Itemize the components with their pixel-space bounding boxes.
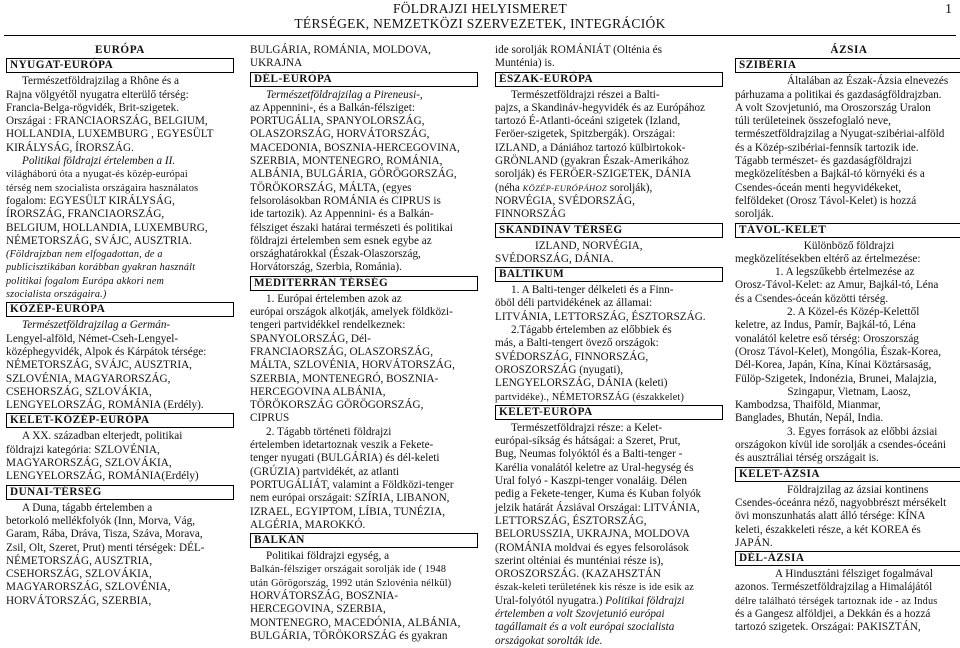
text-line: Természetföldrajzilag a Pireneusi-, — [266, 88, 423, 101]
note-line: szocialista országaira.) — [6, 289, 107, 301]
text-line: Ural folyó - Kaszpi-tenger vonaláig. Délen — [495, 475, 687, 488]
text-line: A XX. században elterjedt, politikai — [22, 430, 183, 443]
text-line: A Hindusztáni félsziget fogalmával — [775, 568, 934, 581]
text-line: SPANYOLORSZÁG, Dél- — [250, 332, 371, 345]
text-line: SZERBIA, MONTENEGRO, ROMÁNIA, — [250, 155, 443, 168]
text-line: Tágabb természet- és gazdaságföldrajzi — [735, 155, 912, 168]
text-line: megközelítésekben eltérő az értelmezése: — [735, 252, 921, 265]
text-line: Politikai földrajzi értelemben a II. — [22, 155, 176, 168]
text-line: MÁLTA, SZLOVÉNIA, HORVÁTORSZÁG, — [250, 359, 455, 372]
text-line: országhatárokkal (Észak-Olaszország, — [250, 248, 421, 261]
section-title-southern-europe: DÉL-EURÓPA — [250, 72, 478, 87]
text-line: KIRÁLYSÁG, ÍRORSZÁG. — [6, 141, 134, 154]
note-line: országokat sorolták ide. — [495, 634, 603, 647]
text-line: földrajzi kategória: SZLOVÉNIA, — [6, 443, 160, 456]
text-line: Dél-Korea, Japán, Kína, Kínai Köztársaság, — [735, 359, 932, 372]
section-title-east-asia: KELET-ÁZSIA — [735, 467, 960, 482]
text-line: NÉMETORSZÁG, SVÁJC, AUSZTRIA. — [6, 234, 192, 247]
text-line: TÖRÖKORSZÁG GÖRÖGORSZÁG, — [250, 399, 424, 412]
text-line: európai-síkság és hátságai: a Szeret, Prut, — [495, 435, 681, 448]
text-line: HERCEGOVINA, SZERBIA, — [250, 603, 386, 616]
text-line: ALBÁNIA, BULGÁRIA, GÖRÖGORSZÁG, — [250, 168, 457, 181]
text-line: LENGYELORSZÁG, ROMÁNIA(Erdély) — [6, 470, 199, 483]
text-line: MACEDONIA, BOSZNIA-HERCEGOVINA, — [250, 141, 460, 154]
text-line: után Görögország, 1992 után Szlovénia nélkül) — [250, 577, 452, 589]
text-line: OROSZORSZÁG (nyugati), — [495, 363, 624, 376]
section-title-northern-europe: ÉSZAK-EURÓPA — [495, 72, 723, 87]
text-line: SZERBIA, MONTENEGRÓ, BOSZNIA- — [250, 372, 439, 385]
text-line: partvidéke)., NÉMETORSZÁG (északkelet) — [495, 391, 685, 403]
text-line: tenger nyugati (BULGÁRIA) és dél-keleti — [250, 452, 440, 465]
text-line: nem európai országait: SZÍRIA, LIBANON, — [250, 492, 450, 505]
text-line: vonalától keletre eső térség: Oroszország — [735, 332, 919, 345]
text-line: FINNORSZÁG — [495, 208, 566, 221]
section-title-scandinavia: SKANDINÁV TÉRSÉG — [495, 223, 723, 238]
section-title-baltic: BALTIKUM — [495, 267, 723, 282]
text-line: OROSZORSZÁG. (KAZAHSZTÁN — [495, 568, 661, 581]
region-heading-europe: EURÓPA — [94, 44, 145, 56]
text-line: Francia-Belga-rögvidék, Brit-szigetek. — [6, 101, 180, 114]
text-line: 1. Európai értelemben azok az — [266, 292, 402, 305]
text-line: sorolják. — [735, 208, 774, 221]
text-line: (Orosz Távol-Kelet), Mongólia, Észak-Korea, — [735, 345, 942, 358]
region-heading-asia: ÁZSIA — [830, 44, 868, 56]
text-line: Orosz-Távol-Kelet: az Amur, Bajkál-tó, Léna — [735, 279, 939, 292]
text-line: OLASZORSZÁG, HORVÁTORSZÁG, — [250, 128, 430, 141]
text-line: Csendes-óceán menti hegyvidékeket, — [735, 181, 902, 194]
section-title-balkan: BALKÁN — [250, 533, 478, 548]
text-line: jelzik határát Ázsiával Országai: LITVÁNIA, — [495, 501, 700, 514]
text-line: azonos. Természetföldrajzilag a Himalájától — [735, 581, 933, 594]
text-line: BULGÁRIA, ROMÁNIA, MOLDOVA, — [250, 44, 431, 56]
note-line: értelemben a volt Szovjetunió európai — [495, 607, 665, 620]
text-line: 1. A Balti-tenger délkeleti és a Finn- — [511, 284, 674, 297]
text-line: természetföldrajzilag a Nyugat-szibériai-alföld — [735, 128, 945, 141]
text-line: HORVÁTORSZÁG, SZERBIA, — [6, 594, 152, 607]
text-line: SVÉDORSZÁG, FINNORSZÁG, — [495, 350, 649, 363]
text-line: NÉMETORSZÁG, AUSZTRIA, — [6, 554, 153, 567]
text-line: fogalom: EGYESÜLT KIRÁLYSÁG, — [6, 194, 175, 207]
section-title-eastern-europe: KELET-EURÓPA — [495, 405, 723, 420]
text-line: Természetföldrajzilag a Rhône és a — [22, 75, 180, 88]
section-title-danube-region: DUNAI-TÉRSÉG — [6, 485, 234, 500]
text-line: Természetföldrajzilag a Germán- — [22, 319, 171, 332]
section-title-east-central-europe: KELET-KÖZÉP-EURÓPA — [6, 413, 234, 428]
text-line: övi monszunhatás alatt álló térsége: KÍNA — [735, 510, 926, 523]
note-line: (Földrajzban nem elfogadottan, de a — [6, 249, 163, 261]
text-line: PORTUGÁLIÁT, valamint a Földközi-tenger — [250, 478, 454, 491]
text-line: Munténia) is. — [495, 57, 555, 70]
text-line: ide sorolják ROMÁNIÁT (Olténia és — [495, 44, 662, 56]
text-line: Bug, Neumas folyóktól és a Balti-tenger - — [495, 448, 683, 461]
text-line: és ausztráliai térség országait is. — [735, 452, 879, 465]
text-line: szerint olténiai és munténiai része is), — [495, 554, 664, 567]
text-line: (GRÚZIA) partvidékét, az atlanti — [250, 465, 400, 478]
text-line: BULGÁRIA, TÖRÖKORSZÁG és gyakran — [250, 629, 448, 642]
text-line: Banglades, Bhután, Nepál, India. — [735, 412, 884, 425]
text-line: NÉMETORSZÁG, SVÁJC, AUSZTRIA, — [6, 359, 192, 372]
text-line: Csendes-óceánra néző, nagyobbrészt mérsékelt — [735, 496, 947, 509]
header-subtitle: TÉRSÉGEK, NEMZETKÖZI SZERVEZETEK, INTEGRÁCIÓK — [294, 16, 666, 31]
note-line: publicisztikában korábban gyakran használt — [6, 262, 196, 274]
text-line: SZLOVÉNIA, MAGYARORSZÁG, — [6, 372, 171, 385]
text-line: pajzs, a Skandináv-hegyvidék és az Európához — [495, 101, 706, 114]
text-fragment-italic: KÖZÉP-EURÓPÁHOZ — [522, 182, 607, 193]
text-line: UKRAJNA — [250, 57, 303, 70]
text-line: Földrajzilag az ázsiai kontinens — [787, 483, 929, 496]
section-title-central-europe: KÖZÉP-EURÓPA — [6, 302, 234, 317]
text-line: PORTUGÁLIA, SPANYOLORSZÁG, — [250, 115, 425, 128]
text-line: tartozó É-Atlanti-óceáni szigetek (Izland, — [495, 115, 681, 128]
text-fragment: sorolják), — [606, 181, 653, 194]
text-line: TÖRÖKORSZÁG, MÁLTA, (egyes — [250, 181, 412, 194]
text-line: GRÖNLAND (gyakran Észak-Amerikához — [495, 155, 689, 168]
text-line: tengeri partvidékkel rendelkeznek: — [250, 319, 406, 332]
text-line: Fülöp-Szigetek, Indonézia, Brunei, Malajzia, — [735, 372, 937, 385]
text-line: MONTENEGRO, MACEDÓNIA, ALBÁNIA, — [250, 616, 461, 629]
column-1 — [6, 44, 234, 608]
text-line: IZLAND, a Dániához tartozó külbirtokok- — [495, 141, 686, 154]
section-title-siberia: SZIBÉRIA — [735, 58, 960, 73]
text-line: HORVÁTORSZÁG, BOSZNIA- — [250, 589, 399, 602]
text-line: ide tartozik). Az Appennini- és a Balkán- — [250, 208, 434, 221]
text-line: SVÉDORSZÁG, DÁNIA. — [495, 252, 614, 265]
text-line: CIPRUS — [250, 412, 290, 425]
text-line: Természetföldrajzi részei a Balti- — [511, 88, 660, 101]
text-line: Kambodzsa, Thaiföld, Mianmar, — [735, 399, 881, 412]
text-line: LENGYELORSZÁG, ROMÁNIA (Erdély). — [6, 399, 204, 412]
text-line: Különböző földrajzi — [803, 239, 895, 252]
section-title-far-east: TÁVOL-KELET — [735, 223, 960, 238]
header-title: FÖLDRAJZI HELYISMERET — [392, 1, 568, 16]
section-title-western-europe: NYUGAT-EURÓPA — [6, 58, 234, 73]
text-line: Általában az Észak-Ázsia elnevezés — [787, 75, 949, 88]
text-line: Politikai földrajzi egység, a — [266, 550, 390, 563]
text-line: országokon kívül ide sorolják a csendes-óceáni — [735, 439, 946, 452]
text-line: MAGYARORSZÁG, SZLOVÁKIA, — [6, 457, 172, 470]
text-line: ÍRORSZÁG, FRANCIAORSZÁG, — [6, 208, 165, 221]
text-line: Karélia vonalától keletre az Ural-hegység és — [495, 461, 694, 474]
text-line: LITVÁNIA, LETTORSZÁG, ÉSZTORSZÁG. — [495, 310, 706, 323]
text-line: Országai : FRANCIAORSZÁG, BELGIUM, — [6, 115, 208, 128]
text-line: JAPÁN. — [735, 536, 773, 549]
text-line: Szingapur, Vietnam, Laosz, — [787, 385, 911, 398]
text-line: IZRAEL, EGYIPTOM, LÍBIA, TUNÉZIA, — [250, 505, 446, 518]
text-line: más, a Balti-tengert övező országok: — [495, 337, 659, 350]
text-line: Zsil, Olt, Szeret, Prut) menti térségek: DÉL- — [6, 541, 205, 554]
text-line: HERCEGOVINA ALBÁNIA, — [250, 385, 386, 398]
column-3 — [495, 44, 723, 648]
text-line — [495, 595, 723, 608]
note-line: tagállamait és a volt európai szocialista — [495, 621, 675, 634]
text-line: keleti, északkeleti része, a két KOREA és — [735, 523, 921, 536]
text-fragment: (néha — [495, 181, 523, 194]
text-line: felföldeket (Orosz Távol-Kelet) is hozzá — [735, 194, 917, 207]
note-line: politikai fogalom Európa akkori nem — [6, 275, 165, 287]
text-line: 2.Tágabb értelemben az előbbiek és — [511, 324, 672, 337]
text-line: térség nem szocialista országaira használatos — [6, 182, 199, 194]
text-fragment: Ural-folyótól nyugatra.) — [495, 594, 606, 607]
text-line: megközelítésben a Bajkál-tó környéki és a — [735, 168, 925, 181]
text-line: FRANCIAORSZÁG, OLASZORSZÁG, — [250, 345, 434, 358]
text-line: középhegyvidék, Alpok és Kárpátok térsége: — [6, 345, 207, 358]
text-line: sorolják) és FERÖER-SZIGETEK, DÁNIA — [495, 168, 692, 181]
text-line: 1. A legszűkebb értelmezése az — [775, 266, 915, 279]
text-line — [495, 182, 723, 195]
text-line: NORVÉGIA, SVÉDORSZÁG, — [495, 194, 635, 207]
text-line: és a Gangesz alföldjei, a Dekkán és a hozzá — [735, 607, 931, 620]
text-line: az Appennini-, és a Balkán-félsziget: — [250, 101, 415, 114]
text-line: CSEHORSZÁG, SZLOVÁKIA, — [6, 385, 152, 398]
column-2 — [250, 44, 478, 643]
section-title-south-asia: DÉL-ÁZSIA — [735, 551, 960, 566]
text-line: délre található térségek tartoznak ide - az Indus — [735, 595, 938, 607]
text-line: Rajna völgyétől nyugatra elterülő térség: — [6, 88, 189, 101]
text-line: BELGIUM, HOLLANDIA, LUXEMBURG, — [6, 221, 208, 234]
text-line: és a Közép-szibériai-fennsík tartozik ide. — [735, 141, 919, 154]
page-number: 1 — [945, 2, 952, 17]
text-line: 2. A Közel-és Közép-Kelettől — [787, 306, 920, 319]
text-line: LENGYELORSZÁG, DÁNIA (keleti) — [495, 377, 668, 390]
text-line: Garam, Rába, Dráva, Tisza, Száva, Morava, — [6, 528, 203, 541]
text-line: európai országok alkotják, amelyek földközi- — [250, 306, 453, 319]
page-header — [0, 0, 960, 38]
header-rule — [4, 35, 956, 36]
text-line: Horvátország, Szerbia, Románia). — [250, 261, 402, 274]
column-4 — [735, 44, 960, 635]
text-line: öböl déli partvidékének az államai: — [495, 297, 653, 310]
text-line: betorkoló mellékfolyók (Inn, Morva, Vág, — [6, 514, 196, 527]
text-line: MAGYARORSZÁG, SZLOVÉNIA, — [6, 581, 171, 594]
text-line: pedig a Fekete-tenger, Kuma és Kuban folyók — [495, 488, 702, 501]
text-line: keletre, az Indus, Pamír, Bajkál-tó, Léna — [735, 319, 916, 332]
text-line: értelemben idetartoznak veszik a Fekete- — [250, 439, 434, 452]
text-line: Természetföldrajzi része: a Kelet- — [511, 421, 663, 434]
text-line: 2. Tágabb történeti földrajzi — [266, 425, 392, 438]
text-line: félsziget északi határai természeti és politikai — [250, 221, 453, 234]
text-line: tartozó szigetek. Országai: PAKISZTÁN, — [735, 621, 921, 634]
text-line: észak-keleti területének kis része is ide esik az — [495, 582, 695, 594]
text-line: BELORUSSZIA, UKRAJNA, MOLDOVA — [495, 528, 690, 541]
text-line: (ROMÁNIA moldvai és egyes felsorolások — [495, 541, 689, 554]
text-line: CSEHORSZÁG, SZLOVÁKIA, — [6, 568, 152, 581]
text-line: Lengyel-alföld, Német-Cseh-Lengyel- — [6, 332, 179, 345]
text-line: párhuzama a politikai és gazdaságföldrajzban. — [735, 88, 942, 101]
text-line: és a Csendes-óceán közötti térség. — [735, 292, 889, 305]
section-title-mediterranean: MEDITERRÁN TÉRSÉG — [250, 276, 478, 291]
text-line: felsorolásokban ROMÁNIA és CIPRUS is — [250, 194, 441, 207]
text-fragment-italic: Politikai földrajzi — [605, 594, 685, 607]
text-line: ALGÉRIA, MAROKKÓ. — [250, 518, 366, 531]
text-line: A Duna, tágabb értelemben a — [22, 501, 153, 514]
text-line: 3. Egyes források az előbbi ázsiai — [787, 425, 938, 438]
text-line: HOLLANDIA, LUXEMBURG , EGYESÜLT — [6, 128, 214, 141]
text-line: földrajzi értelemben sem esnek egybe az — [250, 234, 432, 247]
text-line: Feröer-szigetek, Spitzbergák). Országai: — [495, 128, 676, 141]
text-line: Balkán-félszigeт országait sorolják ide ( 1948 — [250, 564, 447, 576]
text-line: túli területeinek összefoglaló neve, — [735, 115, 891, 128]
text-line: LETTORSZÁG, ÉSZTORSZÁG, — [495, 514, 647, 527]
text-line: A volt Szovjetunió, ma Oroszország Uralon — [735, 101, 931, 114]
text-line: világháború óta a nyugat-és közép-európai — [6, 169, 188, 181]
text-line: IZLAND, NORVÉGIA, — [535, 239, 643, 252]
